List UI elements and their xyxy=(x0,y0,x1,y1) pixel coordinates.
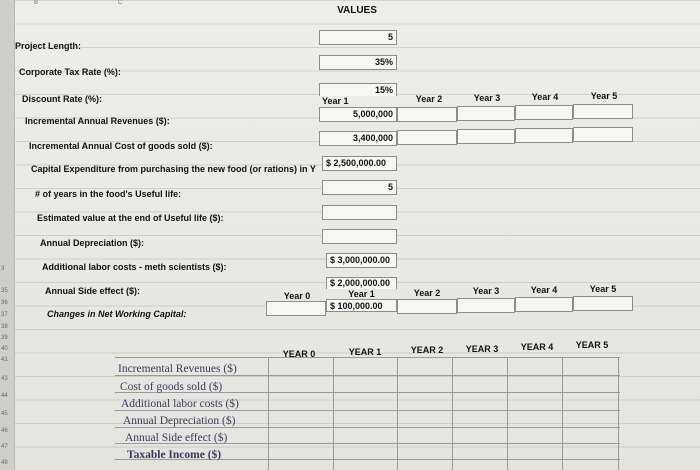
grid-line xyxy=(115,357,620,358)
label-incremental-revenues: Incremental Annual Revenues ($): xyxy=(25,116,170,126)
grid-line xyxy=(115,410,620,411)
cell-revenues-year2[interactable] xyxy=(397,107,457,122)
cell-cogs-year5[interactable] xyxy=(573,127,633,142)
label-additional-labor: Additional labor costs - meth scientists ($): xyxy=(42,262,227,272)
cell-changes-nwc-year4[interactable] xyxy=(515,297,573,312)
cell-cogs-year1[interactable]: 3,400,000 xyxy=(319,131,397,146)
cell-additional-labor[interactable]: $ 3,000,000.00 xyxy=(326,253,397,268)
grid-line xyxy=(452,357,453,470)
row-number: 37 xyxy=(1,312,8,318)
cell-estimated-value[interactable] xyxy=(322,205,397,220)
cell-cogs-year2[interactable] xyxy=(397,130,457,145)
cell-revenues-year1[interactable]: 5,000,000 xyxy=(319,107,397,122)
year-header-bottom: YEAR 1 xyxy=(348,347,382,357)
cell-annual-side-effect[interactable]: $ 2,000,000.00 xyxy=(326,277,397,289)
row-number: 43 xyxy=(1,376,8,382)
income-row-label: Incremental Revenues ($) xyxy=(118,363,237,375)
grid-line xyxy=(115,427,620,428)
row-number: 40 xyxy=(1,346,8,352)
cell-cogs-year3[interactable] xyxy=(457,129,515,144)
row-number: 47 xyxy=(1,444,8,450)
cell-changes-nwc-year5[interactable] xyxy=(573,296,633,311)
cell-changes-nwc-year2[interactable] xyxy=(397,299,457,314)
row-number: 3 xyxy=(1,266,5,272)
year-header-top: Year 2 xyxy=(415,94,443,104)
grid-line xyxy=(507,357,508,470)
column-header-c[interactable]: C xyxy=(118,0,123,6)
grid-line xyxy=(562,357,563,470)
cell-changes-nwc-year0[interactable] xyxy=(266,301,326,316)
income-row-label: Annual Depreciation ($) xyxy=(123,415,236,427)
year-header-mid: Year 2 xyxy=(413,288,441,298)
cell-revenues-year5[interactable] xyxy=(573,104,633,119)
year-header-mid: Year 3 xyxy=(472,286,500,296)
year-header-mid: Year 4 xyxy=(530,285,558,295)
grid-line xyxy=(115,375,620,376)
row-number: 39 xyxy=(1,335,8,341)
cell-discount-rate[interactable]: 15% xyxy=(319,83,397,96)
year-header-bottom: YEAR 4 xyxy=(520,342,554,352)
cell-cogs-year4[interactable] xyxy=(515,128,573,143)
income-row-label: Cost of goods sold ($) xyxy=(120,381,223,393)
label-discount-rate: Discount Rate (%): xyxy=(22,94,103,104)
year-header-top: Year 3 xyxy=(473,93,501,103)
row-number: 46 xyxy=(1,428,8,434)
income-row-label: Annual Side effect ($) xyxy=(125,432,228,444)
year-header-bottom: YEAR 3 xyxy=(465,344,499,354)
year-header-mid: Year 1 xyxy=(348,289,375,299)
cell-revenues-year3[interactable] xyxy=(457,106,515,121)
label-project-length: Project Length: xyxy=(15,41,82,51)
year-header-bottom: YEAR 2 xyxy=(410,345,444,355)
label-annual-depreciation: Annual Depreciation ($): xyxy=(40,238,145,248)
label-capex: Capital Expenditure from purchasing the new food (or rations) in Y xyxy=(31,164,316,174)
label-incremental-cogs: Incremental Annual Cost of goods sold ($): xyxy=(29,141,213,151)
year-header-top: Year 1 xyxy=(322,96,349,106)
year-header-bottom: YEAR 5 xyxy=(575,340,609,350)
year-header-mid: Year 0 xyxy=(283,291,311,301)
cell-corporate-tax-rate[interactable]: 35% xyxy=(319,55,397,70)
cell-capex[interactable]: $ 2,500,000.00 xyxy=(322,156,397,171)
label-changes-nwc: Changes in Net Working Capital: xyxy=(47,309,187,319)
income-row-label: Additional labor costs ($) xyxy=(121,398,239,410)
grid-line xyxy=(333,357,334,470)
grid-line xyxy=(397,357,398,470)
row-number: 45 xyxy=(1,411,8,417)
cell-revenues-year4[interactable] xyxy=(515,105,573,120)
year-header-mid: Year 5 xyxy=(589,284,617,294)
cell-useful-life[interactable]: 5 xyxy=(322,180,397,195)
row-number: 36 xyxy=(1,300,8,306)
year-header-top: Year 4 xyxy=(531,92,559,102)
cell-project-length[interactable]: 5 xyxy=(319,30,397,45)
column-header-b[interactable]: B xyxy=(34,0,39,6)
label-estimated-value: Estimated value at the end of Useful life ($): xyxy=(37,213,224,223)
grid-line xyxy=(268,357,269,470)
cell-changes-nwc-year1[interactable]: $ 100,000.00 xyxy=(326,299,397,312)
cell-annual-depreciation[interactable] xyxy=(322,229,397,244)
row-number: 48 xyxy=(1,460,8,466)
label-corporate-tax-rate: Corporate Tax Rate (%): xyxy=(19,67,121,77)
grid-line xyxy=(618,357,619,470)
row-number: 35 xyxy=(1,288,8,294)
row-number-gutter xyxy=(0,0,15,470)
row-number: 41 xyxy=(1,357,8,363)
cell-changes-nwc-year3[interactable] xyxy=(457,298,515,313)
year-header-top: Year 5 xyxy=(590,91,618,101)
income-row-label: Taxable Income ($) xyxy=(127,449,222,461)
row-number: 44 xyxy=(1,393,8,399)
values-header: VALUES xyxy=(337,5,377,16)
row-number: 38 xyxy=(1,324,8,330)
label-useful-life: # of years in the food's Useful life: xyxy=(35,189,182,199)
year-header-bottom: YEAR 0 xyxy=(282,349,316,359)
label-annual-side-effect: Annual Side effect ($): xyxy=(45,286,141,296)
